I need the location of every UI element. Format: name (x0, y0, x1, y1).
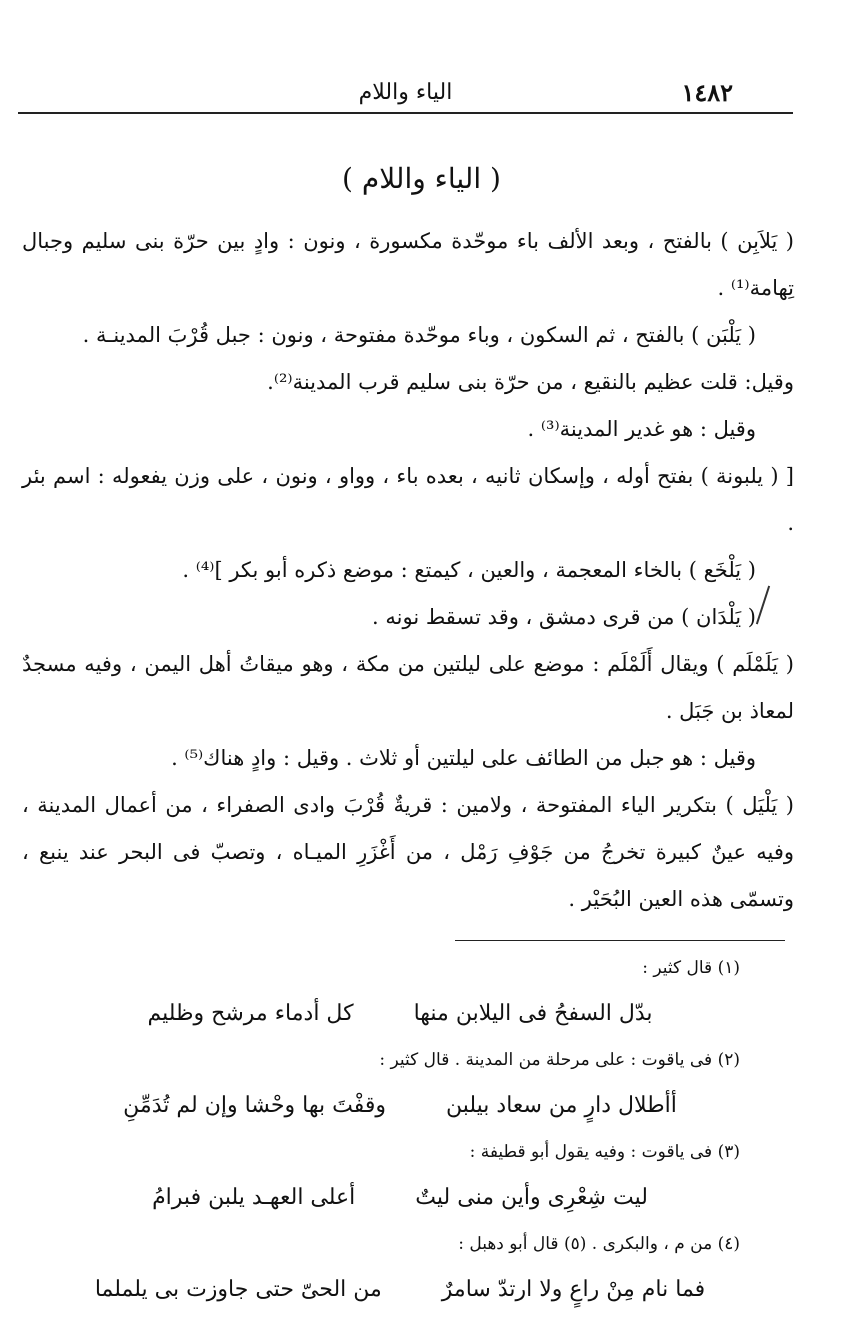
footnote-1 (60, 952, 740, 1044)
footnote-verse (60, 1260, 740, 1320)
footnote-note: (٣) فى ياقوت : وفيه يقول أبو قطيفة : (469, 1142, 740, 1162)
running-title: الياء واللام (358, 80, 453, 105)
entry-paragraph: ( يَلْخَع ) بالخاء المعجمة ، والعين ، كيمتع : موضع ذكره أبو بكر ]⁽⁴⁾ . (182, 558, 756, 582)
entry-paragraph: وقيل: قلت عظيم بالنقيع ، من حرّة بنى سليم قرب المدينة⁽²⁾. (267, 370, 794, 394)
footnote-verse (60, 984, 740, 1044)
footnote-note: (١) قال كثير : (642, 958, 740, 978)
verse-hemistich-second: كل أدماء مرشح وظليم (147, 1001, 354, 1026)
footnote-3 (60, 1136, 740, 1228)
entry-paragraph: وقيل : هو جبل من الطائف على ليلتين أو ثلاث . وقيل : وادٍ هناك⁽⁵⁾ . (171, 746, 756, 770)
entry-paragraph: ( يَلَمْلَم ) ويقال أَلَمْلَم : موضع على ليلتين من مكة ، وهو ميقاتُ أهل اليمن ، وفيه مسجدٌ لمعاذ بن جَبَل . (22, 652, 794, 723)
footnotes (60, 952, 740, 1320)
page-header (18, 78, 793, 114)
verse-hemistich-first: ليت شِعْرِى وأين منى ليتٌ (415, 1185, 648, 1210)
entries-body (22, 218, 794, 923)
verse-hemistich-first: فما نام مِنْ راعٍ ولا ارتدّ سامرٌ (441, 1277, 706, 1302)
section-title: ( الياء واللام ) (342, 162, 501, 195)
verse-hemistich-second: وقفْتَ بها وحْشا وإن لم تُدَمِّنِ (123, 1093, 386, 1118)
entry-paragraph: ( يَلاَبِن ) بالفتح ، وبعد الألف باء موحّدة مكسورة ، ونون : وادٍ بين حرّة بنى سليم وجبال تِهامة⁽¹⁾ . (22, 229, 794, 300)
footnote-verse (60, 1076, 740, 1136)
entry-paragraph: ( يَلْيَل ) بتكرير الياء المفتوحة ، ولامين : قريةٌ قُرْبَ وادى الصفراء ، من أعمال المدينة ، وفيه عينٌ كبيرة تخرجُ من جَوْفِ رَمْل ، من أَغْزَرِ الميـاه ، وتصبّ فى البحر عند ينبع ، وتسمّى هذه العين البُحَيْر . (22, 793, 794, 911)
verse-hemistich-first: أأطلال دارٍ من سعاد بيلبن (445, 1093, 677, 1118)
verse-hemistich-first: بدّل السفحُ فى اليلابن منها (413, 1001, 653, 1026)
footnote-verse (60, 1168, 740, 1228)
footnote-4-5 (60, 1228, 740, 1320)
entry-paragraph: [ ( يلبونة ) بفتح أوله ، وإسكان ثانيه ، بعده باء ، وواو ، ونون ، على وزن يفعوله : اسم بئر . (22, 464, 794, 535)
entry-paragraph: ( يَلْدَان ) من قرى دمشق ، وقد تسقط نونه . (372, 605, 756, 629)
footnote-note: (٤) من م ، والبكرى . (٥) قال أبو دهبل : (458, 1234, 740, 1254)
footnote-2 (60, 1044, 740, 1136)
footnote-divider (455, 940, 785, 941)
entry-paragraph: وقيل : هو غدير المدينة⁽³⁾ . (527, 417, 756, 441)
page-number: ١٤٨٢ (681, 78, 733, 107)
entry-paragraph: ( يَلْبَن ) بالفتح ، ثم السكون ، وباء موحّدة مفتوحة ، ونون : جبل قُرْبَ المدينـة . (82, 323, 756, 347)
verse-hemistich-second: من الحىّ حتى جاوزت بى يلملما (94, 1277, 382, 1302)
verse-hemistich-second: أعلى العهـد يلبن فبرامُ (152, 1185, 356, 1210)
footnote-note: (٢) فى ياقوت : على ‌مرحلة من المدينة . قال كثير : (379, 1050, 740, 1070)
